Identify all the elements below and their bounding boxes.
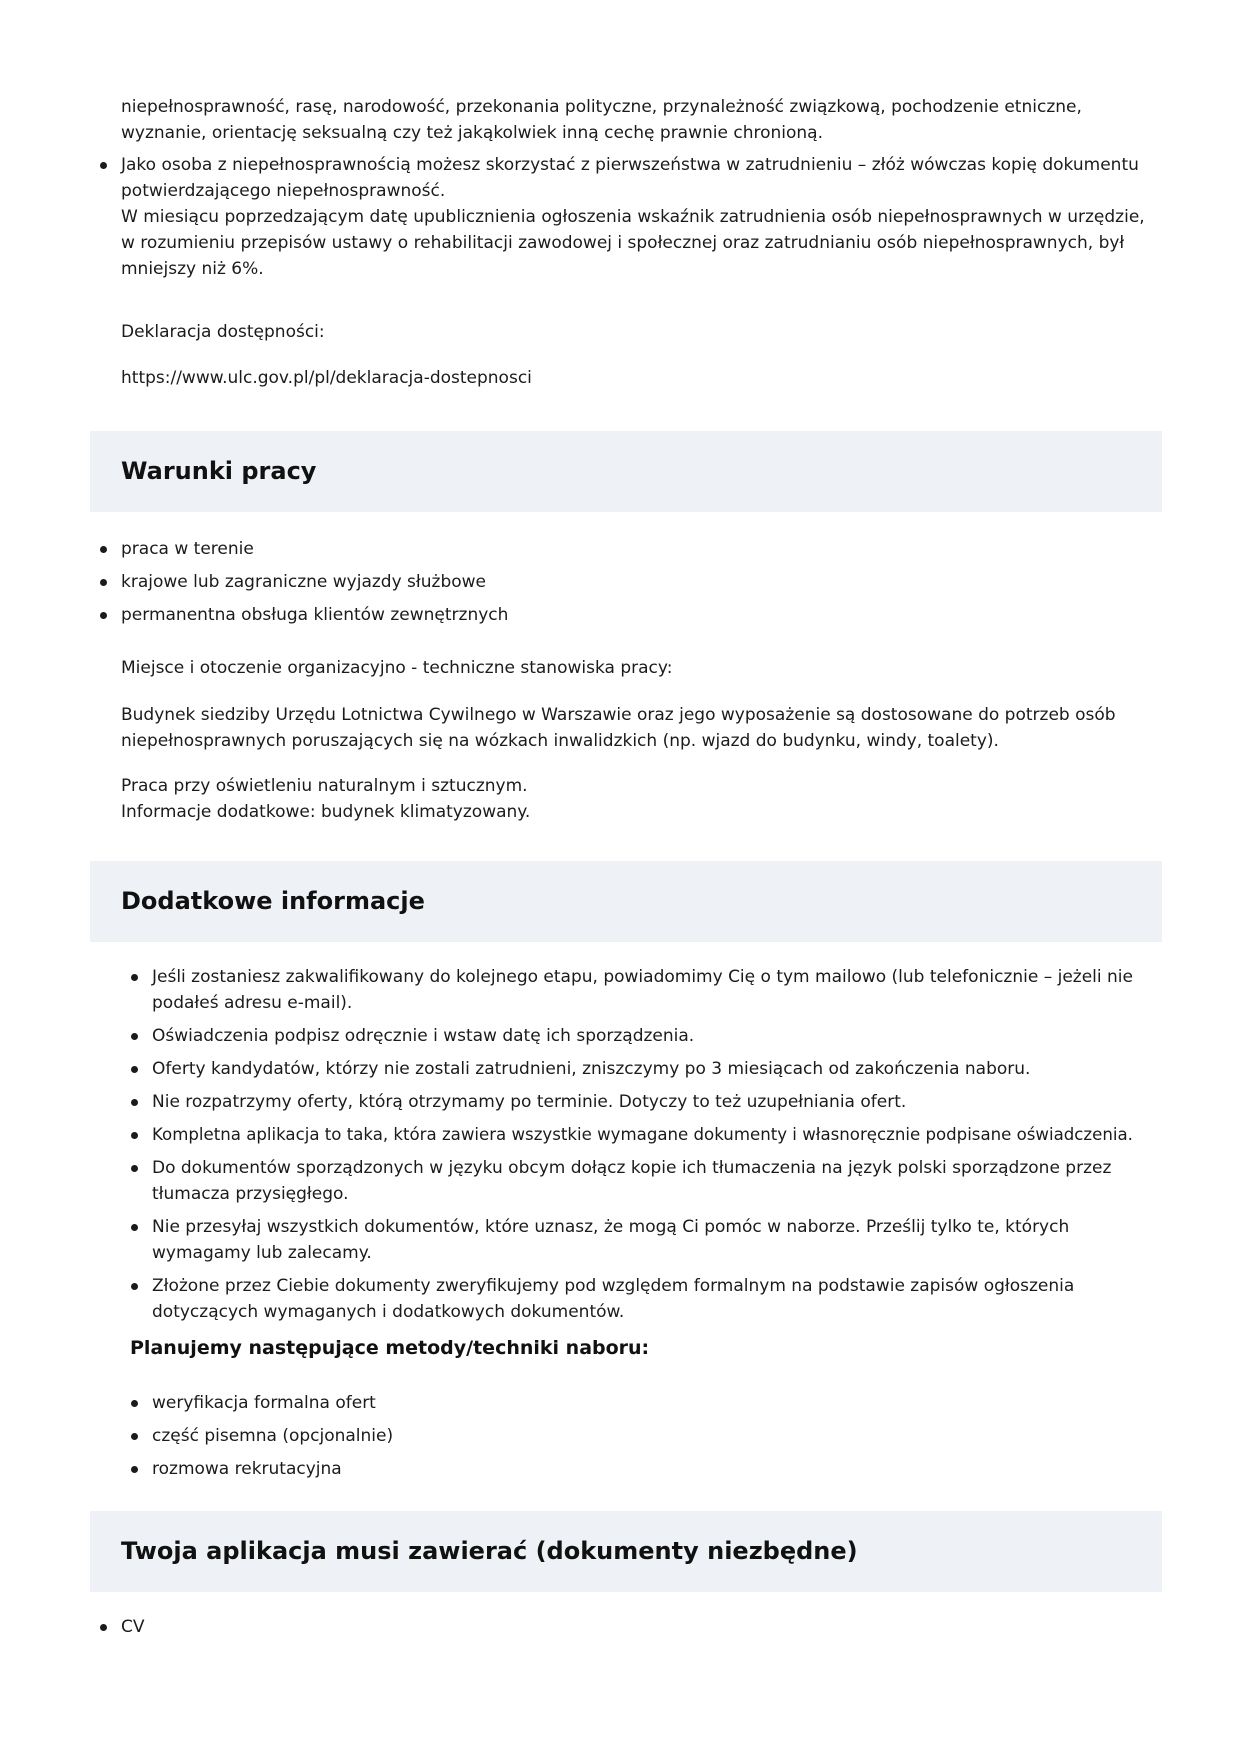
section-heading-dodatkowe: Dodatkowe informacje bbox=[121, 887, 425, 915]
list-item: Jeśli zostaniesz zakwalifikowany do kolejnego etapu, powiadomimy Cię o tym mailowo (lub telefonicznie – jeżeli nie podałeś adresu e-mail). bbox=[152, 964, 1162, 1016]
workplace-label: Miejsce i otoczenie organizacyjno - techniczne stanowiska pracy: bbox=[121, 658, 673, 678]
section-heading-warunki: Warunki pracy bbox=[121, 457, 317, 485]
disability-note-text: W miesiącu poprzedzającym datę upublicznienia ogłoszenia wskaźnik zatrudnienia osób niepełnosprawnych w urzędzie, w rozumieniu przepisów ustawy o rehabilitacji zawodowej i społecznej oraz zatrudnianiu osób niepełnosprawnych, był mniejszy niż 6%. bbox=[121, 207, 1145, 279]
section-dodatkowe-informacje bbox=[90, 861, 1162, 942]
list-item: krajowe lub zagraniczne wyjazdy służbowe bbox=[121, 569, 1161, 595]
dodatkowe-list bbox=[152, 964, 1162, 1325]
list-item: część pisemna (opcjonalnie) bbox=[152, 1423, 1162, 1449]
methods-heading: Planujemy następujące metody/techniki naboru: bbox=[130, 1337, 650, 1359]
accessibility-label: Deklaracja dostępności: bbox=[121, 322, 325, 342]
disability-item-text: Jako osoba z niepełnosprawnością możesz skorzystać z pierwszeństwa w zatrudnieniu – złóż wówczas kopię dokumentu potwierdzającego niepełnosprawność. bbox=[121, 155, 1139, 201]
list-item: Oferty kandydatów, którzy nie zostali zatrudnieni, zniszczymy po 3 miesiącach od zakończenia naboru. bbox=[152, 1056, 1162, 1082]
extra-info-text: Informacje dodatkowe: budynek klimatyzowany. bbox=[121, 802, 531, 822]
list-item: Nie rozpatrzymy oferty, którą otrzymamy po terminie. Dotyczy to też uzupełniania ofert. bbox=[152, 1089, 1162, 1115]
list-item: weryfikacja formalna ofert bbox=[152, 1390, 1162, 1416]
aplikacja-list bbox=[121, 1614, 1161, 1640]
section-warunki-pracy bbox=[90, 431, 1162, 512]
accessibility-url: https://www.ulc.gov.pl/pl/deklaracja-dostepnosci bbox=[121, 368, 532, 388]
warunki-list bbox=[121, 536, 1161, 628]
list-item: Kompletna aplikacja to taka, która zawiera wszystkie wymagane dokumenty i własnoręcznie podpisane oświadczenia. bbox=[152, 1122, 1162, 1148]
building-text: Budynek siedziby Urzędu Lotnictwa Cywilnego w Warszawie oraz jego wyposażenie są dostosowane do potrzeb osób niepełnosprawnych poruszających się na wózkach inwalidzkich (np. wjazd do budynku, windy, toalety). bbox=[121, 705, 1116, 751]
list-item: Do dokumentów sporządzonych w języku obcym dołącz kopie ich tłumaczenia na język polski sporządzone przez tłumacza przysięgłego. bbox=[152, 1155, 1162, 1207]
section-heading-aplikacja: Twoja aplikacja musi zawierać (dokumenty niezbędne) bbox=[121, 1537, 858, 1565]
list-item: Oświadczenia podpisz odręcznie i wstaw datę ich sporządzenia. bbox=[152, 1023, 1162, 1049]
methods-list bbox=[152, 1390, 1162, 1482]
list-item: praca w terenie bbox=[121, 536, 1161, 562]
list-item: Złożone przez Ciebie dokumenty zweryfikujemy pod względem formalnym na podstawie zapisów ogłoszenia dotyczących wymaganych i dodatkowych dokumentów. bbox=[152, 1273, 1162, 1325]
list-item: permanentna obsługa klientów zewnętrznych bbox=[121, 602, 1161, 628]
intro-continued-text: niepełnosprawność, rasę, narodowość, przekonania polityczne, przynależność związkową, pochodzenie etniczne, wyznanie, orientację seksualną czy też jakąkolwiek inną cechę prawnie chronioną. bbox=[121, 97, 1082, 143]
list-item bbox=[121, 152, 1161, 282]
list-item: Nie przesyłaj wszystkich dokumentów, które uznasz, że mogą Ci pomóc w naborze. Prześlij tylko te, których wymagamy lub zalecamy. bbox=[152, 1214, 1162, 1266]
disability-list bbox=[121, 152, 1161, 282]
list-item: CV bbox=[121, 1614, 1161, 1640]
lighting-text: Praca przy oświetleniu naturalnym i sztucznym. bbox=[121, 776, 528, 796]
section-twoja-aplikacja bbox=[90, 1511, 1162, 1592]
list-item: rozmowa rekrutacyjna bbox=[152, 1456, 1162, 1482]
